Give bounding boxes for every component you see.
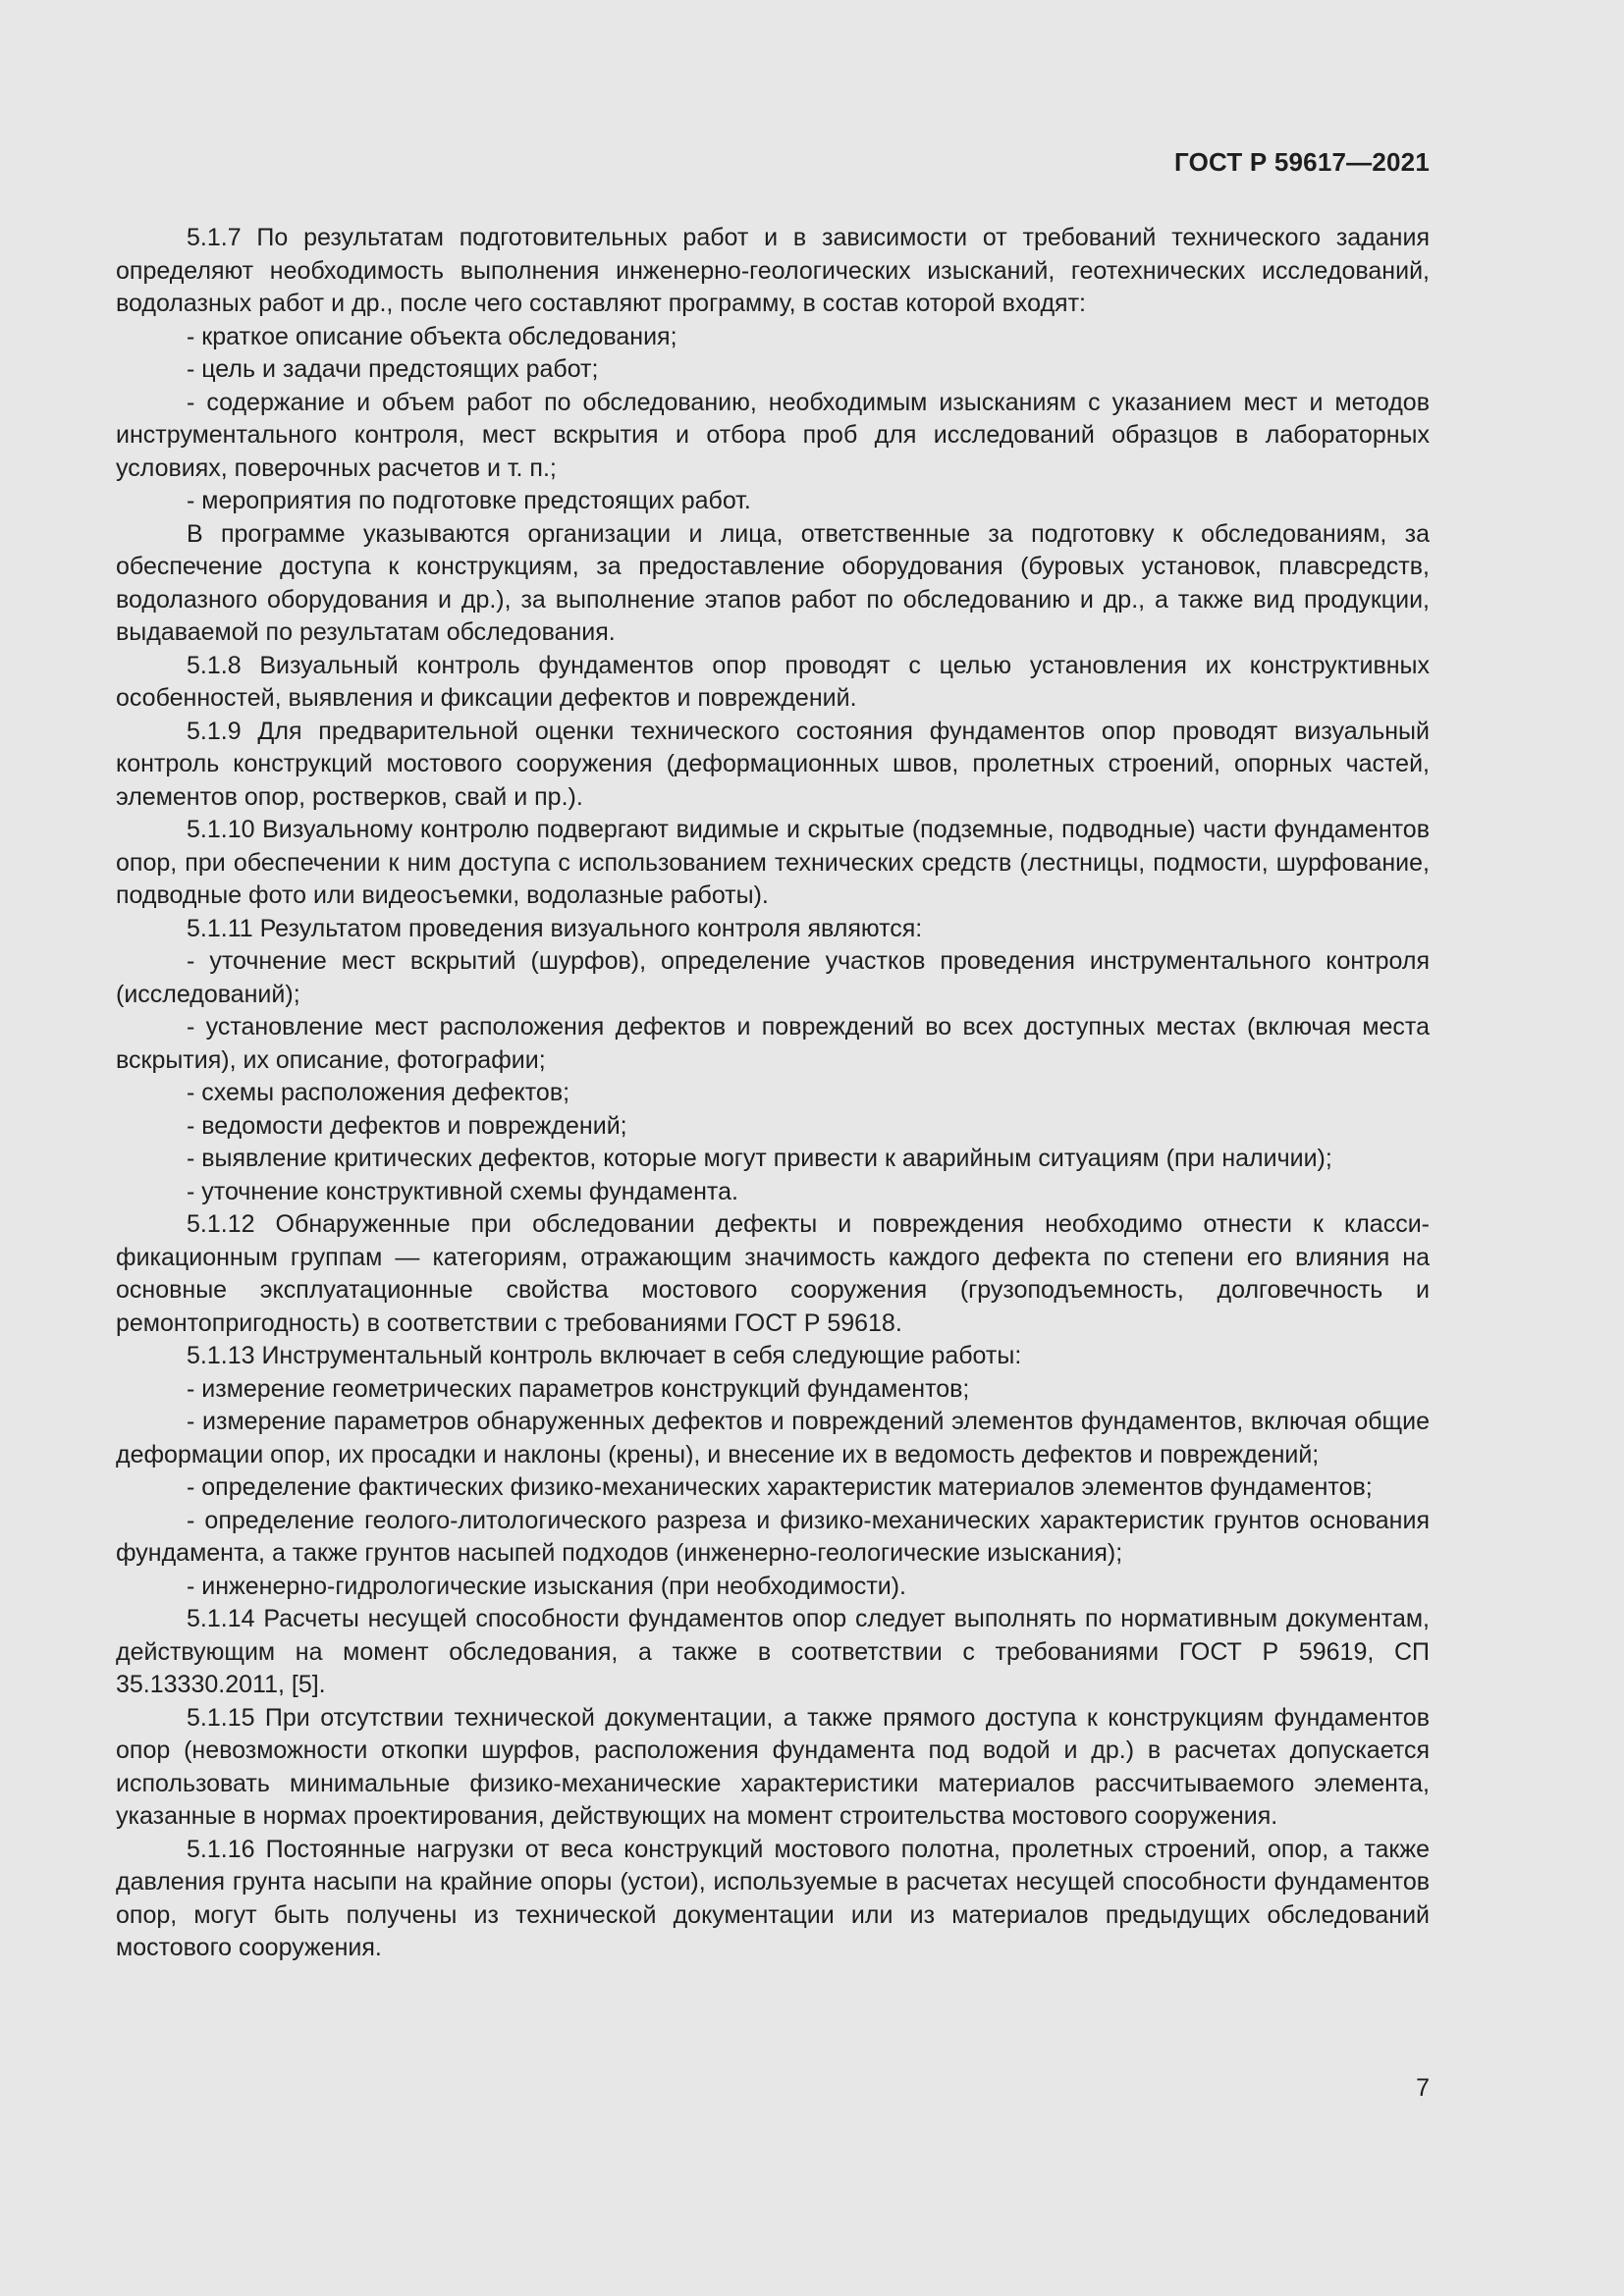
list-item: - мероприятия по подготовке предстоящих работ. [187, 487, 751, 514]
list-item: - уточнение мест вскрытий (шурфов), определение участков проведения инструментального контроля (исследований); [116, 947, 1430, 1008]
document-header: ГОСТ Р 59617—2021 [1174, 147, 1430, 177]
list-item: - уточнение конструктивной схемы фундамента. [187, 1177, 738, 1205]
list-item: - схемы расположения дефектов; [187, 1079, 570, 1106]
paragraph-5-1-11: 5.1.11 Результатом проведения визуального контроля являются: [187, 914, 923, 942]
list-item: - выявление критических дефектов, которые могут привести к аварийным ситуациям (при наличии); [187, 1145, 1332, 1172]
list-item: - измерение геометрических параметров конструкций фундаментов; [187, 1374, 970, 1403]
list-item: - измерение параметров обнаруженных дефектов и повреждений элементов фундаментов, включая общие деформации опор, их просадки и наклоны (крены), и внесение их в ведомость дефектов и повреждений; [116, 1408, 1430, 1468]
paragraph-5-1-15: 5.1.15 При отсутствии технической документации, а также прямого доступа к конструкциям фундаментов опор (невозможности откопки шурфов, расположения фундамента под водой и др.) в расчетах допускается использовать минимальные физико-механические характеристики материалов рассчитываемого элемента, указанные в нормах проектирования, действующих на момент строительства мостового сооружения. [116, 1703, 1430, 1830]
page-number: 7 [1416, 2074, 1430, 2102]
list-item: - цель и задачи предстоящих работ; [187, 355, 599, 383]
list-item: - определение фактических физико-механических характеристик материалов элементов фундаментов; [187, 1473, 1373, 1501]
paragraph-5-1-7: 5.1.7 По результатам подготовительных работ и в зависимости от требований технического задания определяют необходимость выполнения инженерно-геологических изысканий, геотехнических исследований, водолазных работ и др., после чего составляют программу, в состав которой входят: [116, 224, 1430, 317]
paragraph-5-1-13: 5.1.13 Инструментальный контроль включает в себя следующие работы: [187, 1342, 1022, 1369]
paragraph-5-1-10: 5.1.10 Визуальному контролю подвергают видимые и скрытые (подземные, подводные) части фундаментов опор, при обеспечении к ним доступа с использованием технических средств (лестницы, подмости, шурфование, подводные фото или видеосъемки, водолазные работы). [116, 816, 1430, 909]
list-item: - краткое описание объекта обследования; [187, 322, 677, 350]
document-body [116, 222, 1430, 1965]
paragraph-5-1-8: 5.1.8 Визуальный контроль фундаментов опор проводят с целью установления их конструктивных особенностей, выявления и фиксации дефектов и повреждений. [116, 651, 1430, 712]
paragraph-5-1-16: 5.1.16 Постоянные нагрузки от веса конструкций мостового полотна, пролетных строений, опор, а также давления грунта насыпи на крайние опоры (устои), используемые в расчетах несущей способности фундаментов опор, могут быть получены из технической документации или из материалов предыдущих обследований мостового сооружения. [116, 1835, 1430, 1961]
list-item: - ведомости дефектов и повреждений; [187, 1111, 627, 1140]
paragraph-5-1-12: 5.1.12 Обнаруженные при обследовании дефекты и повреждения необходимо отнести к классификационным группам — категориям, отражающим значимость каждого дефекта по степени его влияния на основные эксплуатационные свойства мостового сооружения (грузоподъемность, долговечность и ремонтопригодность) в соответствии с требованиями ГОСТ Р 59618. [116, 1210, 1430, 1337]
paragraph-5-1-9: 5.1.9 Для предварительной оценки технического состояния фундаментов опор проводят визуальный контроль конструкций мостового сооружения (деформационных швов, пролетных строений, опорных частей, элементов опор, ростверков, свай и пр.). [116, 717, 1430, 811]
list-item: - установление мест расположения дефектов и повреждений во всех доступных местах (включая места вскрытия), их описание, фотографии; [116, 1013, 1430, 1074]
list-item: - содержание и объем работ по обследованию, необходимым изысканиям с указанием мест и методов инструментального контроля, мест вскрытия и отбора проб для исследований образцов в лабораторных условиях, поверочных расчетов и т. п.; [116, 388, 1430, 482]
paragraph-5-1-14: 5.1.14 Расчеты несущей способности фундаментов опор следует выполнять по нормативным документам, действующим на момент обследования, а также в соответствии с требованиями ГОСТ Р 59619, СП 35.13330.2011, [5]. [116, 1605, 1430, 1698]
list-item: - инженерно-гидрологические изыскания (при необходимости). [187, 1572, 907, 1600]
paragraph-program-responsibility: В программе указываются организации и лица, ответственные за подготовку к обследованиям, за обеспечение доступа к конструкциям, за предоставление оборудования (буровых установок, плавсредств, водолазного оборудования и др.), за выполнение этапов работ по обследованию и др., а также вид продукции, выдаваемой по результатам обследования. [116, 519, 1430, 646]
list-item: - определение геолого-литологического разреза и физико-механических характеристик грунтов основания фундамента, а также грунтов насыпей подходов (инженерно-геологические изыскания); [116, 1506, 1430, 1567]
